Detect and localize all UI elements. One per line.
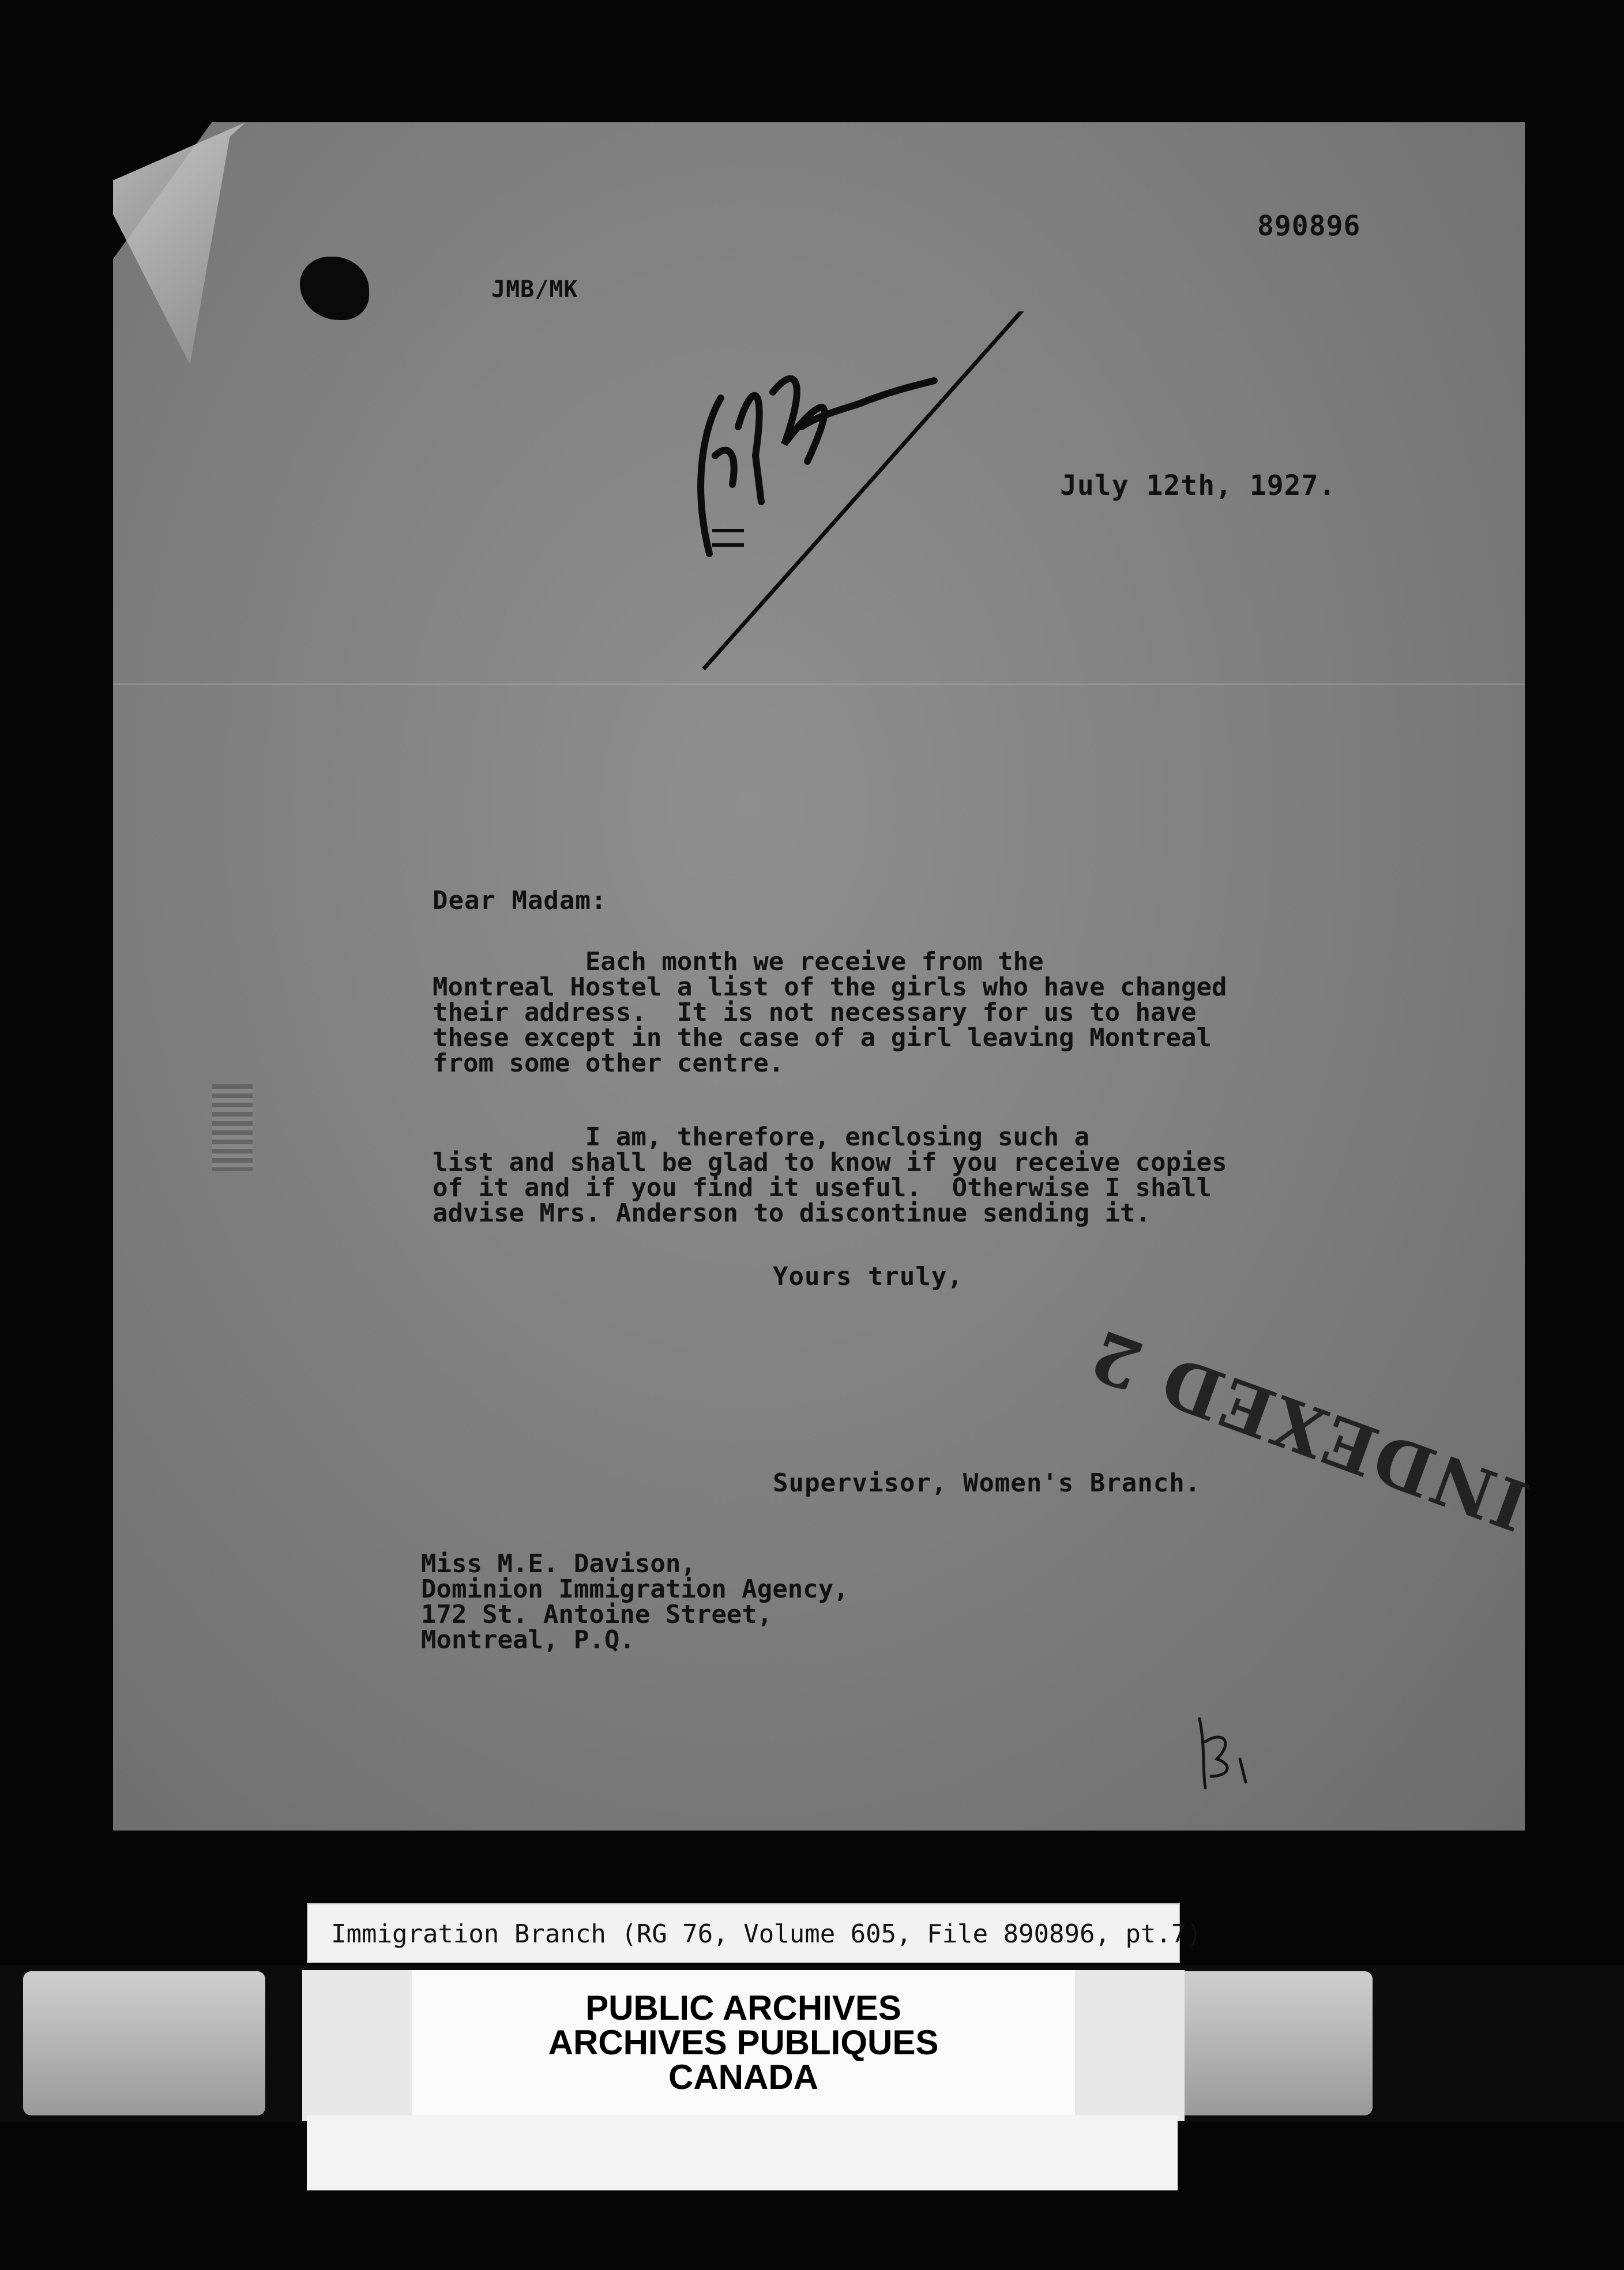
address-line: Montreal, P.Q.: [421, 1625, 635, 1655]
paragraph-2-line: advise Mrs. Anderson to discontinue sending it.: [433, 1198, 1151, 1228]
paragraph-2-line: I am, therefore, enclosing such a: [433, 1122, 1090, 1152]
archive-line-english: PUBLIC ARCHIVES: [585, 1989, 901, 2027]
paragraph-1: [433, 949, 1355, 1076]
salutation: Dear Madam:: [433, 886, 607, 915]
paragraph-2-line: list and shall be glad to know if you receive copies: [433, 1148, 1227, 1177]
signatory-title: Supervisor, Women's Branch.: [773, 1468, 1201, 1498]
address-line: Dominion Immigration Agency,: [421, 1574, 849, 1604]
recipient-address: [421, 1551, 1344, 1653]
paper-fold-line: [113, 683, 1525, 685]
paragraph-1-line: from some other centre.: [433, 1048, 784, 1078]
letter-date: July 12th, 1927.: [1060, 469, 1336, 502]
closing: Yours truly,: [773, 1262, 963, 1291]
file-number: 890896: [1257, 210, 1361, 242]
archive-file-label: [307, 1903, 1202, 1963]
paragraph-1-line: Each month we receive from the: [433, 947, 1044, 976]
paragraph-2: [433, 1122, 1355, 1228]
archive-box: [302, 1970, 1185, 2121]
bottom-label-strip: [307, 2115, 1178, 2190]
archive-line-french: ARCHIVES PUBLIQUES: [548, 2023, 939, 2062]
archive-line-country: CANADA: [668, 2058, 818, 2096]
film-tab-left: [23, 1971, 265, 2115]
paragraph-1-line: their address. It is not necessary for us to have: [433, 998, 1197, 1027]
handwritten-mark: [1188, 1707, 1257, 1799]
film-tab-right: [1165, 1971, 1373, 2115]
address-line: Miss M.E. Davison,: [421, 1549, 696, 1579]
margin-mark: [212, 1084, 253, 1171]
address-line: 172 St. Antoine Street,: [421, 1600, 773, 1629]
reference-initials: JMB/MK: [491, 276, 578, 303]
paragraph-1-line: Montreal Hostel a list of the girls who have changed: [433, 972, 1227, 1002]
file-label-text: Immigration Branch (RG 76, Volume 605, File 890896, pt.7): [331, 1919, 1202, 1949]
archive-label: [412, 1970, 1075, 2121]
indexed-stamp: INDEXED 2: [1078, 1313, 1539, 1547]
paragraph-2-line: of it and if you find it useful. Otherwise I shall: [433, 1173, 1212, 1202]
paragraph-1-line: these except in the case of a girl leaving Montreal: [433, 1023, 1212, 1053]
handwritten-initials-signature: [669, 311, 1038, 681]
